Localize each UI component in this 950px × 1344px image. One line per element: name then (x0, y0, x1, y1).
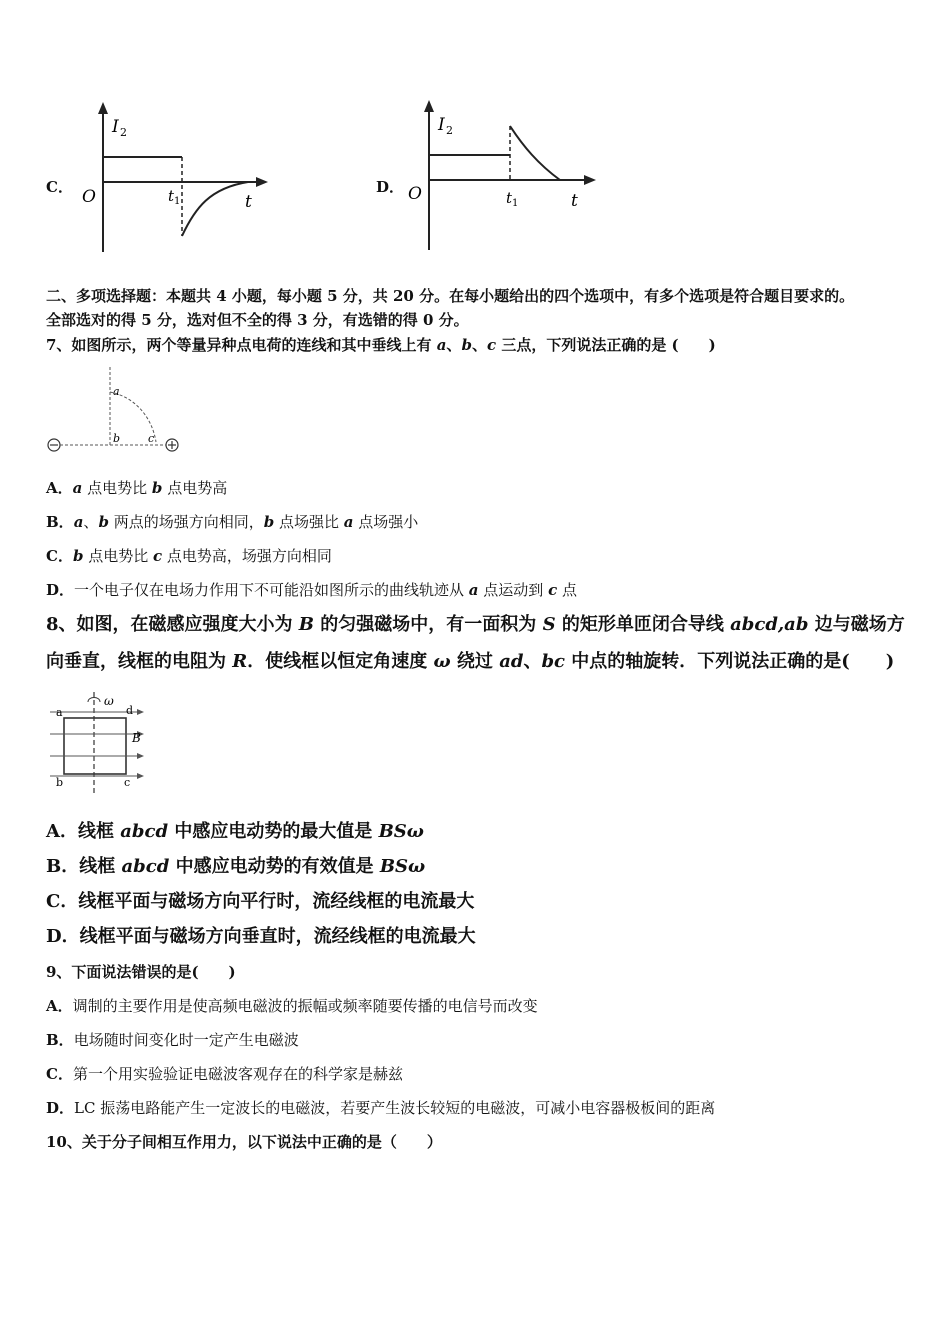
q7-var-b: b (461, 336, 472, 354)
q8-a-v2: BSω (378, 821, 424, 842)
q9-option-a-text: 调制的主要作用是使高频电磁波的振幅或频率随要传播的电信号而改变 (72, 997, 538, 1015)
q7-a-v2: b (151, 479, 163, 497)
q7-d-v2: c (548, 581, 558, 599)
q8-fig-d: d (126, 704, 134, 717)
q7-d-t3: 点 (557, 581, 577, 599)
q8-var-B: B (298, 614, 315, 635)
q8-l2-e: 中点的轴旋转．下列说法正确的是( ) (564, 651, 895, 672)
option-c-label: C． (46, 178, 73, 196)
q7-b-v4: a (343, 513, 354, 531)
graph-d-y-arrow (424, 100, 434, 112)
graph-d-ysub: 2 (446, 124, 453, 137)
q9-option-c-text: 第一个用实验验证电磁波客观存在的科学家是赫兹 (72, 1065, 403, 1083)
q8-option-c (46, 890, 474, 914)
graph-d-t1: t (506, 189, 513, 207)
q7-sep1: 、 (446, 336, 462, 354)
q8-fig-omega: ω (104, 694, 114, 708)
graph-d-ylabel: I (438, 115, 445, 135)
q7-c-v1: b (72, 547, 84, 565)
q7-stem-b: 三点，下列说法正确的是 ( ) (501, 336, 716, 354)
q10-stem: 10、关于分子间相互作用力，以下说法中正确的是（ ） (46, 1133, 442, 1151)
q9-option-a (46, 996, 538, 1016)
q8-a-t1: 线框 (77, 821, 121, 842)
q9-option-b-text: 电场随时间变化时一定产生电磁波 (73, 1031, 299, 1049)
q8-option-d-label: D． (46, 926, 80, 947)
q7-d-t2: 点运动到 (478, 581, 549, 599)
graph-c-xlabel: t (245, 192, 252, 212)
q7-fig-a: a (113, 385, 120, 398)
q7-fig-c: c (148, 432, 155, 445)
graph-d (398, 96, 608, 256)
q7-option-a-label: A． (46, 479, 73, 497)
q7-var-a: a (436, 336, 447, 354)
q7-b-v2: b (98, 513, 109, 531)
q7-stem (46, 335, 716, 355)
q7-c-t2: 点电势高，场强方向相同 (162, 547, 332, 565)
q8-fig-b: b (56, 776, 64, 789)
section2-line2: 全部选对的得 5 分，选对但不全的得 3 分，有选错的得 0 分。 (46, 311, 469, 329)
q7-b-t3: 点场强比 (274, 513, 344, 531)
q7-fig-b: b (113, 432, 121, 445)
graph-d-decay-curve (510, 126, 560, 180)
q7-figure (40, 362, 190, 462)
q9-option-d (46, 1098, 715, 1118)
q8-fig-a: a (56, 706, 63, 719)
q8-option-a (46, 820, 424, 844)
graph-c-t1: t (168, 187, 175, 205)
option-d-label: D． (376, 178, 405, 196)
q8-var-R: R (232, 651, 248, 672)
q8-var-w: ω (433, 651, 451, 672)
section2-line1: 二、多项选择题：本题共 4 小题，每小题 5 分，共 20 分。在每小题给出的四个选项中，有多个选项是符合题目要求的。 (46, 287, 855, 305)
q8-l2-d: 、 (523, 651, 542, 672)
q9-option-c (46, 1064, 403, 1084)
q8-l2-b: ．使线框以恒定角速度 (247, 651, 434, 672)
q7-d-v1: a (468, 581, 479, 599)
q8-l1-d: 边与磁场方 (808, 614, 905, 635)
q8-l1-b: 的匀强磁场中，有一面积为 (314, 614, 543, 635)
q7-d-t1: 一个电子仅在电场力作用下不可能沿如图所示的曲线轨迹从 (74, 581, 469, 599)
q8-option-b-label: B． (46, 856, 80, 877)
q8-coil-frame (64, 718, 126, 774)
graph-c-origin: O (82, 187, 96, 207)
q9-stem: 9、下面说法错误的是( ) (46, 963, 236, 981)
q8-b-v1: abcd (121, 856, 170, 877)
q8-c-t1: 线框平面与磁场方向平行时，流经线框的电流最大 (78, 891, 475, 912)
graph-c-ysub: 2 (120, 126, 127, 139)
q8-stem-line1 (46, 613, 905, 637)
q7-b-t1: 、 (83, 513, 99, 531)
q8-option-c-label: C． (46, 891, 79, 912)
graph-d-t1sub: 1 (512, 198, 519, 209)
q8-var-bc: bc (541, 651, 565, 672)
q7-sep2: 、 (471, 336, 487, 354)
q9-option-b (46, 1030, 299, 1050)
graph-c (70, 98, 280, 258)
q9-option-d-text: LC 振荡电路能产生一定波长的电磁波，若要产生波长较短的电磁波，可减小电容器极板间的距离 (74, 1099, 716, 1117)
q7-b-v1: a (73, 513, 84, 531)
q8-option-b (46, 855, 425, 879)
q8-a-v1: abcd (120, 821, 169, 842)
q7-c-v2: c (153, 547, 163, 565)
q8-fig-c: c (124, 776, 131, 789)
graph-c-decay-curve (182, 182, 248, 236)
q8-b-v2: BSω (379, 856, 426, 877)
q7-a-v1: a (72, 479, 83, 497)
q7-option-c (46, 546, 332, 566)
q8-l2-a: 向垂直，线框的电阻为 (46, 651, 233, 672)
q7-option-b (46, 512, 418, 532)
q8-b-t2: 中感应电动势的有效值是 (169, 856, 380, 877)
q9-option-c-label: C． (46, 1065, 73, 1083)
graph-d-origin: O (408, 184, 422, 204)
q8-option-d (46, 925, 476, 949)
q8-var-S: S (542, 614, 556, 635)
q7-option-d (46, 580, 577, 600)
q8-var-ad: ad (499, 651, 524, 672)
graph-c-x-arrow (256, 177, 268, 187)
q7-a-t2: 点电势高 (162, 479, 228, 497)
graph-c-t1sub: 1 (174, 196, 181, 207)
q8-l1-a: 8、如图，在磁感应强度大小为 (46, 614, 299, 635)
q7-b-v3: b (263, 513, 275, 531)
q7-b-t4: 点场强小 (353, 513, 419, 531)
q8-l2-c: 绕过 (450, 651, 500, 672)
q8-b-t1: 线框 (79, 856, 122, 877)
q9-option-b-label: B． (46, 1031, 74, 1049)
graph-c-y-arrow (98, 102, 108, 114)
q7-option-b-label: B． (46, 513, 74, 531)
q7-option-a (46, 478, 227, 498)
q8-figure (44, 690, 164, 800)
q7-var-c: c (486, 336, 497, 354)
q8-l1-c: 的矩形单匝闭合导线 (555, 614, 731, 635)
q7-b-t2: 两点的场强方向相同， (108, 513, 264, 531)
q7-option-c-label: C． (46, 547, 73, 565)
q7-option-d-label: D． (46, 581, 75, 599)
graph-c-ylabel: I (112, 117, 119, 137)
q8-option-a-label: A． (46, 821, 78, 842)
graph-d-xlabel: t (571, 191, 578, 211)
q8-fig-B: B (132, 731, 141, 745)
q9-option-d-label: D． (46, 1099, 75, 1117)
q7-stem-a: 7、如图所示，两个等量异种点电荷的连线和其中垂线上有 (46, 336, 432, 354)
q8-a-t2: 中感应电动势的最大值是 (168, 821, 379, 842)
q8-d-t1: 线框平面与磁场方向垂直时，流经线框的电流最大 (79, 926, 476, 947)
q7-c-t1: 点电势比 (83, 547, 153, 565)
q9-option-a-label: A． (46, 997, 73, 1015)
q8-var-abcd: abcd,ab (730, 614, 809, 635)
q7-a-t1: 点电势比 (82, 479, 152, 497)
q8-stem-line2 (46, 650, 894, 674)
graph-d-x-arrow (584, 175, 596, 185)
